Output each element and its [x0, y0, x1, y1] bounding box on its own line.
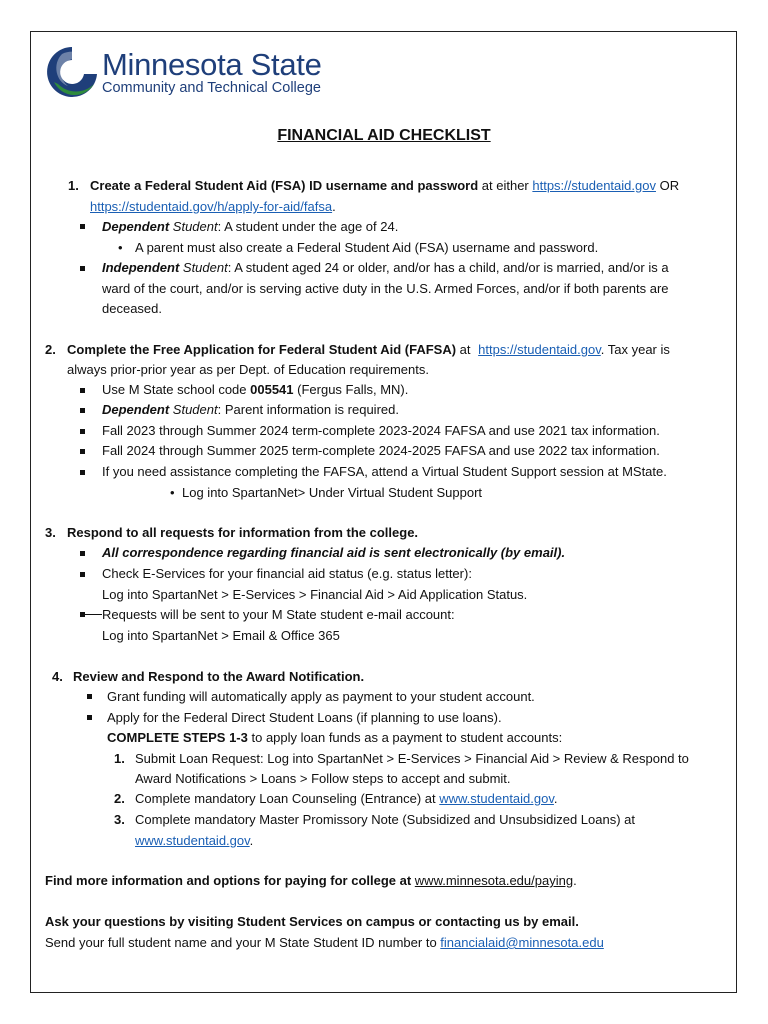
step1-dependent	[102, 219, 398, 235]
bullet-square-icon	[80, 266, 85, 271]
complete-steps-line	[107, 730, 562, 746]
college-logo-icon	[44, 44, 100, 100]
step1-or: OR	[655, 178, 680, 193]
substep2-number: 2.	[114, 791, 125, 806]
step2-heading-line	[67, 342, 670, 358]
substep1-line1: Submit Loan Request: Log into SpartanNet > E-Services > Financial Aid > Review & Respond to	[135, 751, 689, 766]
substep2	[135, 791, 558, 807]
ask-questions: Ask your questions by visiting Student Services on campus or contacting us by email.	[45, 914, 579, 929]
substep1-line2: Award Notifications > Loans > Follow steps to accept and submit.	[135, 771, 511, 786]
step4-number: 4.	[52, 669, 63, 684]
step2-number: 2.	[45, 342, 56, 357]
substep3-end: .	[249, 833, 254, 848]
bullet-square-icon	[80, 408, 85, 413]
step2-bullet1	[102, 382, 408, 398]
sub-bullet-icon: •	[170, 485, 175, 500]
dependent-student-2: Student	[169, 402, 218, 417]
studentaid-link-1[interactable]: https://studentaid.gov	[532, 178, 656, 193]
substep3-number: 3.	[114, 812, 125, 827]
step1-number: 1.	[68, 178, 79, 193]
complete-steps: COMPLETE STEPS 1-3	[107, 730, 248, 745]
more-info-end: .	[573, 873, 577, 888]
substep3-line1: Complete mandatory Master Promissory Note (Subsidized and Unsubsidized Loans) at	[135, 812, 636, 827]
more-info-text: Find more information and options for paying for college at	[45, 873, 415, 888]
step4-heading: Review and Respond to the Award Notification.	[73, 669, 365, 684]
substep1-number: 1.	[114, 751, 125, 766]
step3-heading: Respond to all requests for information from the college.	[67, 525, 419, 540]
more-info-line	[45, 873, 577, 889]
send-line	[45, 935, 604, 951]
step4-bullet1: Grant funding will automatically apply as payment to your student account.	[107, 689, 535, 704]
step2-bullet5: If you need assistance completing the FAFSA, attend a Virtual Student Support session at MState.	[102, 464, 667, 479]
bullet-square-icon	[87, 715, 92, 720]
parent-note: A parent must also create a Federal Student Aid (FSA) username and password.	[135, 240, 599, 255]
dependent-term: Dependent	[102, 219, 170, 234]
bullet-square-icon	[80, 388, 85, 393]
step3-bullet3-line2: Log into SpartanNet > Email & Office 365	[102, 628, 340, 643]
step2-heading: Complete the Free Application for Federal Student Aid (FAFSA)	[67, 342, 457, 357]
independent-student: Student	[179, 260, 228, 275]
substep3-line2	[135, 833, 253, 849]
step3-bullet3-line1: Requests will be sent to your M State student e-mail account:	[102, 607, 455, 622]
independent-desc-3: deceased.	[102, 301, 162, 316]
school-code: 005541	[250, 382, 294, 397]
substep2-end: .	[553, 791, 558, 806]
paying-link[interactable]: www.minnesota.edu/paying	[414, 873, 574, 888]
independent-term: Independent	[102, 260, 180, 275]
studentaid-link-2[interactable]: https://studentaid.gov	[478, 342, 601, 357]
step2-bullet2	[102, 402, 399, 418]
independent-desc-1: : A student aged 24 or older, and/or has a child, and/or is married, and/or is a	[227, 260, 669, 275]
step3-bullet1: All correspondence regarding financial aid is sent electronically (by email).	[102, 545, 566, 560]
step1-heading: Create a Federal Student Aid (FSA) ID username and password	[90, 178, 479, 193]
financialaid-email-link[interactable]: financialaid@minnesota.edu	[440, 935, 604, 950]
bullet-square-icon	[80, 224, 85, 229]
step1-end: .	[332, 199, 336, 214]
step2-line2: always prior-prior year as per Dept. of Education requirements.	[67, 362, 429, 377]
strike-line	[80, 614, 102, 615]
step3-bullet2-line2: Log into SpartanNet > E-Services > Financial Aid > Aid Application Status.	[102, 587, 528, 602]
bullet-square-icon	[80, 429, 85, 434]
dependent-student: Student	[169, 219, 218, 234]
bullet-square-icon	[80, 449, 85, 454]
dependent-term-2: Dependent	[102, 402, 170, 417]
step3-bullet2-line1: Check E-Services for your financial aid status (e.g. status letter):	[102, 566, 472, 581]
step2-bullet4: Fall 2024 through Summer 2025 term-complete 2024-2025 FAFSA and use 2022 tax information.	[102, 443, 660, 458]
step3-number: 3.	[45, 525, 56, 540]
send-text: Send your full student name and your M State Student ID number to	[45, 935, 441, 950]
step1-heading-line	[90, 178, 679, 194]
complete-steps-rest: to apply loan funds as a payment to student accounts:	[247, 730, 563, 745]
step2-bullet3: Fall 2023 through Summer 2024 term-complete 2023-2024 FAFSA and use 2021 tax information.	[102, 423, 660, 438]
step2-sub: Log into SpartanNet> Under Virtual Student Support	[182, 485, 483, 500]
studentaid-link-3[interactable]: www.studentaid.gov	[439, 791, 554, 806]
studentaid-link-4[interactable]: www.studentaid.gov	[135, 833, 250, 848]
school-code-location: (Fergus Falls, MN).	[293, 382, 409, 397]
bullet-square-icon	[80, 551, 85, 556]
step2-at: at	[456, 342, 475, 357]
parent-note-bullet-icon: •	[118, 240, 123, 255]
independent-desc-2: ward of the court, and/or is serving active duty in the U.S. Armed Forces, and/or if both parents are	[102, 281, 669, 296]
logo-title: Minnesota State	[102, 47, 322, 82]
school-code-label: Use M State school code	[102, 382, 251, 397]
logo-subtitle: Community and Technical College	[102, 80, 321, 96]
page-title: FINANCIAL AID CHECKLIST	[277, 127, 491, 144]
step1-mid: at either	[478, 178, 533, 193]
dependent-desc: : A student under the age of 24.	[217, 219, 399, 234]
step4-bullet2: Apply for the Federal Direct Student Loans (if planning to use loans).	[107, 710, 502, 725]
step2-after-link: . Tax year is	[600, 342, 670, 357]
bullet-square-icon	[80, 572, 85, 577]
fafsa-apply-link[interactable]: https://studentaid.gov/h/apply-for-aid/fafsa	[90, 199, 333, 214]
step1-independent	[102, 260, 669, 276]
bullet-square-icon	[80, 470, 85, 475]
bullet-square-icon	[87, 694, 92, 699]
substep2-text: Complete mandatory Loan Counseling (Entrance) at	[135, 791, 440, 806]
step1-line2	[90, 199, 336, 215]
dependent-desc-2: : Parent information is required.	[217, 402, 399, 417]
